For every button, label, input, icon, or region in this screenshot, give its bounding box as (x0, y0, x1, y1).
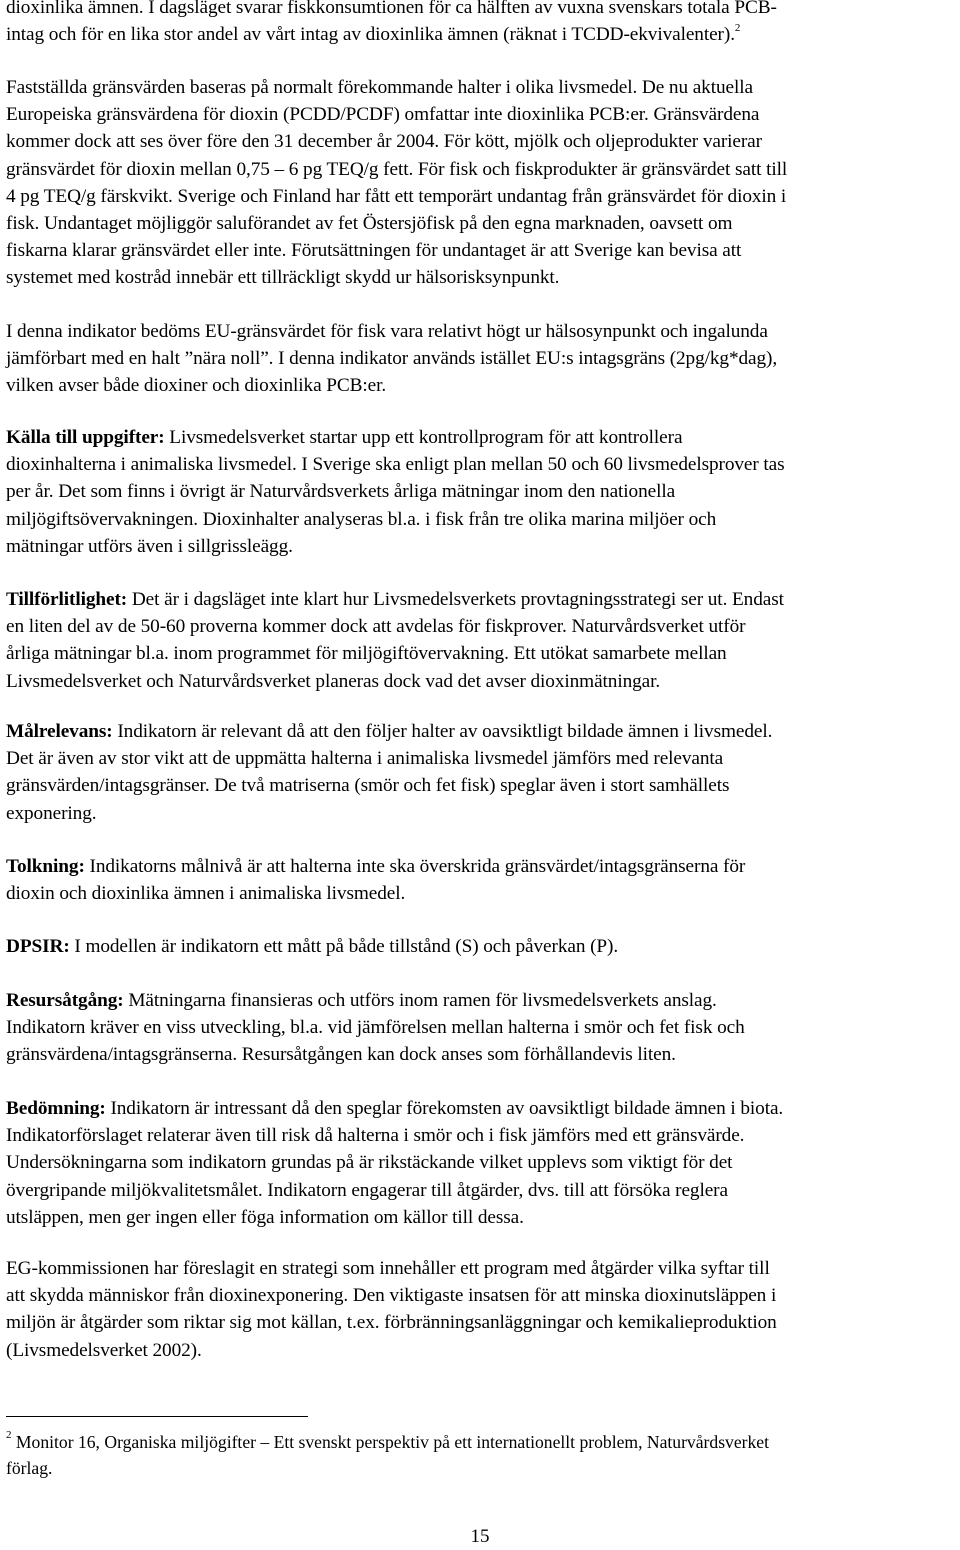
text-line: gränsvärdena/intagsgränserna. Resursåtgången kan dock anses som förhållandevis liten. (6, 1044, 676, 1066)
text-line: utsläppen, men ger ingen eller föga information om källor till dessa. (6, 1206, 524, 1228)
section-label: Resursåtgång: (6, 990, 124, 1011)
text-line (6, 853, 958, 880)
text-line: årliga mätningar bl.a. inom programmet för miljögiftövervakning. Ett utökat samarbete mellan (6, 643, 727, 665)
text-line (6, 1095, 958, 1122)
footnote (6, 1429, 946, 1481)
text-line: per år. Det som finns i övrigt är Naturvårdsverkets årliga mätningar inom den nationella (6, 481, 676, 503)
paragraph-eu-commission (6, 1255, 958, 1364)
text-line (6, 21, 958, 48)
section-text: I modellen är indikatorn ett mått på både tillstånd (S) och påverkan (P). (69, 936, 619, 957)
footnote-separator (6, 1416, 308, 1417)
section-text: Indikatorns målnivå är att halterna inte ska överskrida gränsvärdet/intagsgränserna för (84, 856, 746, 877)
text-line (6, 987, 958, 1014)
text-line: dioxinhalterna i animaliska livsmedel. I Sverige ska enligt plan mellan 50 och 60 livsmedelsprover tas (6, 454, 785, 476)
text-line: dioxinlika ämnen. I dagsläget svarar fiskkonsumtionen för ca hälften av vuxna svenskars totala PCB- (6, 0, 777, 18)
paragraph-indicator (6, 318, 958, 400)
paragraph-intro (6, 0, 958, 48)
text-line (6, 1429, 946, 1455)
section-text: Indikatorn är intressant då den speglar förekomsten av oavsiktligt bildade ämnen i biota. (105, 1098, 784, 1119)
section-reliability (6, 586, 958, 695)
text-line: EG-kommissionen har föreslagit en strategi som innehåller ett program med åtgärder vilka syftar till (6, 1258, 770, 1279)
text-line: Indikatorförslaget relaterar även till risk då halterna i smör och i fisk jämförs med ett gränsvärde. (6, 1125, 745, 1147)
text-line: gränsvärden/intagsgränser. De två matriserna (smör och fet fisk) speglar även i stort samhällets (6, 775, 730, 797)
section-resource-use (6, 987, 958, 1069)
text-line: en liten del av de 50-60 proverna kommer dock att avdelas för fiskprover. Naturvårdsverket utför (6, 616, 746, 638)
section-label: DPSIR: (6, 936, 70, 957)
footnote-text: Monitor 16, Organiska miljögifter – Ett svenskt perspektiv på ett internationellt problem, Naturvårdsverket (11, 1432, 770, 1452)
section-label: Målrelevans: (6, 721, 113, 742)
text-line: miljön är åtgärder som riktar sig mot källan, t.ex. förbränningsanläggningar och kemikalieproduktion (6, 1312, 777, 1334)
text-line: förlag. (6, 1458, 53, 1478)
text-line: I denna indikator bedöms EU-gränsvärdet för fisk vara relativt högt ur hälsosynpunkt och ingalunda (6, 321, 768, 342)
section-text: Livsmedelsverket startar upp ett kontrollprogram för att kontrollera (164, 427, 683, 448)
text-line: vilken avser både dioxiner och dioxinlika PCB:er. (6, 375, 387, 397)
text-line (6, 933, 958, 960)
text-line: Fastställda gränsvärden baseras på normalt förekommande halter i olika livsmedel. De nu aktuella (6, 77, 753, 98)
section-goal-relevance (6, 718, 958, 827)
text-line: 4 pg TEQ/g färskvikt. Sverige och Finland har fått ett temporärt undantag från gränsvärdet för dioxin i (6, 185, 787, 207)
section-label: Tolkning: (6, 856, 85, 877)
footnote-number: 2 (6, 1429, 12, 1442)
text-line: Indikatorn kräver en viss utveckling, bl.a. vid jämförelsen mellan halterna i smör och fet fisk och (6, 1017, 745, 1039)
text-line: gränsvärdet för dioxin mellan 0,75 – 6 pg TEQ/g fett. För fisk och fiskprodukter är gränsvärdet satt till (6, 158, 788, 180)
text-line: kommer dock att ses över före den 31 december år 2004. För kött, mjölk och oljeprodukter varierar (6, 131, 762, 153)
text-line: (Livsmedelsverket 2002). (6, 1339, 202, 1361)
text-line: exponering. (6, 802, 97, 824)
section-label: Tillförlitlighet: (6, 589, 128, 610)
text-line: Europeiska gränsvärdena för dioxin (PCDD/PCDF) omfattar inte dioxinlika PCB:er. Gränsvärdena (6, 104, 760, 126)
text-line: fiskarna klarar gränsvärdet eller inte. Förutsättningen för undantaget är att Sverige kan bevisa att (6, 240, 742, 262)
text-line-content: intag och för en lika stor andel av vårt intag av dioxinlika ämnen (räknat i TCDD-ekvivalenter). (6, 24, 735, 46)
text-line: övergripande miljökvalitetsmålet. Indikatorn engagerar till åtgärder, dvs. till att försöka reglera (6, 1179, 728, 1201)
page-number: 15 (470, 1526, 490, 1547)
section-text: Mätningarna finansieras och utförs inom ramen för livsmedelsverkets anslag. (123, 990, 717, 1011)
text-line: fisk. Undantaget möjliggör saluförandet av fet Östersjöfisk på den egna marknaden, oavsett om (6, 213, 733, 235)
text-line: miljögiftsövervakningen. Dioxinhalter analyseras bl.a. i fisk från tre olika marina miljöer och (6, 508, 717, 530)
section-label: Källa till uppgifter: (6, 427, 165, 448)
text-line: Undersökningarna som indikatorn grundas på är rikstäckande vilket upplevs som viktigt för det (6, 1152, 733, 1174)
section-dpsir (6, 933, 958, 960)
text-line (6, 586, 958, 613)
text-line: mätningar utförs även i sillgrissleägg. (6, 535, 293, 557)
section-text: Det är i dagsläget inte klart hur Livsmedelsverkets provtagningsstrategi ser ut. Endast (127, 589, 784, 610)
text-line (6, 424, 958, 451)
section-interpretation (6, 853, 958, 907)
text-line: att skydda människor från dioxinexponering. Den viktigaste insatsen för att minska dioxinutsläppen i (6, 1285, 777, 1307)
footnote-reference: 2 (734, 21, 741, 34)
section-assessment (6, 1095, 958, 1231)
text-line: dioxin och dioxinlika ämnen i animaliska livsmedel. (6, 883, 406, 905)
text-line: Livsmedelsverket och Naturvårdsverket planeras dock vad det avser dioxinmätningar. (6, 670, 661, 692)
text-line: Det är även av stor vikt att de uppmätta halterna i animaliska livsmedel jämförs med relevanta (6, 748, 724, 770)
section-label: Bedömning: (6, 1098, 106, 1119)
text-line: systemet med kostråd innebär ett tillräckligt skydd ur hälsorisksynpunkt. (6, 267, 560, 289)
section-text: Indikatorn är relevant då att den följer halter av oavsiktligt bildade ämnen i livsmedel. (112, 721, 773, 742)
text-line: jämförbart med en halt ”nära noll”. I denna indikator används istället EU:s intagsgräns (2pg/kg*dag), (6, 348, 778, 370)
text-line (6, 718, 958, 745)
section-source-of-data (6, 424, 958, 560)
paragraph-limit-values (6, 74, 958, 292)
